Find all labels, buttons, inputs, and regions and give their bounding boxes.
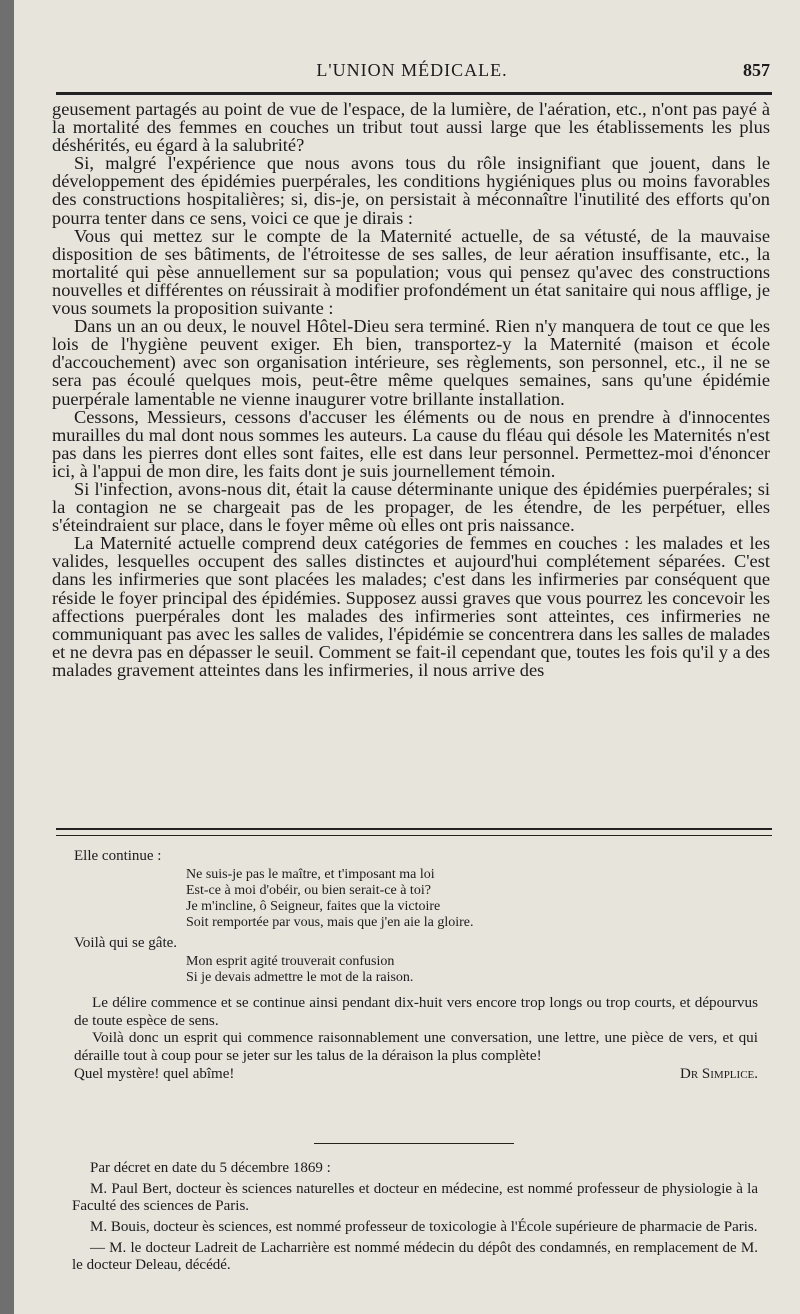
- paragraph: Si, malgré l'expérience que nous avons tous du rôle insignifiant que jouent, dans le développement des épidémies puerpérales, les conditions hygiéniques plus ou moins favorables des constructions hospitalières; si, dis-je, on persistait à méconnaître l'inutilité des efforts qu'on pourra tenter dans ce sens, voici ce que je dirais :: [52, 153, 770, 228]
- paragraph: Dans un an ou deux, le nouvel Hôtel-Dieu sera terminé. Rien n'y manquera de tout ce que les lois de l'hygiène peuvent exiger. Eh bien, transportez-y la Maternité (maison et école d'accouchement) avec son organisation intérieure, ses règlements, son personnel, etc., il ne se sera pas écoulé quelques mois, peut-être même quelques semaines, sans qu'une épidémie puerpérale lamentable ne vienne inaugurer votre brillante installation.: [52, 316, 770, 409]
- paragraph: Vous qui mettez sur le compte de la Maternité actuelle, de sa vétusté, de la mauvaise disposition de ses bâtiments, de l'étroitesse de ses salles, de leur aération insuffisante, etc., la mortalité qui pèse annuellement sur sa population; vous qui pensez qu'avec des constructions nouvelles et différentes on réussirait à modifier profondément un état sanitaire qui nous afflige, je vous soumets la proposition suivante :: [52, 225, 770, 319]
- paragraph: Le délire commence et se continue ainsi pendant dix-huit vers encore trop longs ou trop courts, et dépourvus de toute espèce de sens.: [74, 994, 758, 1029]
- closing-question: Quel mystère! quel abîme!: [74, 1066, 235, 1082]
- header-rule: [56, 92, 772, 95]
- feuilleton-transition: Voilà qui se gâte.: [74, 935, 178, 951]
- verse-line: Je m'incline, ô Seigneur, faites que la victoire: [186, 899, 441, 914]
- page-header: [54, 60, 770, 84]
- main-article: [52, 100, 770, 679]
- news-item: Par décret en date du 5 décembre 1869 :: [90, 1160, 331, 1176]
- verse-line: Ne suis-je pas le maître, et t'imposant ma loi: [186, 867, 435, 882]
- feuilleton-intro: Elle continue :: [74, 848, 162, 864]
- author-signature: Dr Simplice.: [679, 1066, 758, 1082]
- paragraph: La Maternité actuelle comprend deux catégories de femmes en couches : les malades et les valides, lesquelles occupent des salles distinctes et aujourd'hui complétement séparées. C'est dans les infirmeries que sont placées les malades; c'est dans les infirmeries par conséquent que réside le foyer principal des épidémies. Supposez aussi graves que vous pourrez les concevoir les affections puerpérales dont les malades des infirmeries sont atteintes, ces infirmeries ne communiquant pas avec les salles de valides, l'épidémie se concentrera dans les salles de malades et ne devra pas en dépasser le seuil. Comment se fait-il cependant que, toutes les fois qu'il y a des malades gravement atteintes dans les infirmeries, il nous arrive des: [52, 533, 770, 680]
- verse-block: [186, 867, 758, 931]
- journal-title: L'UNION MÉDICALE.: [316, 60, 508, 80]
- feuilleton-prose: [74, 994, 758, 1064]
- news-separator: [314, 1143, 514, 1144]
- page-number: 857: [743, 60, 770, 80]
- paragraph: geusement partagés au point de vue de l'espace, de la lumière, de l'aération, etc., n'ont pas payé à la mortalité des femmes en couches un tribut tout aussi large que les établissements les plus déshérités, eu égard à la salubrité?: [52, 99, 770, 156]
- paragraph: Si l'infection, avons-nous dit, était la cause déterminante unique des épidémies puerpérales; si la contagion ne se chargeait pas de les propager, de les étendre, de les perpétuer, elles s'éteindraient sur place, dans le foyer même où elles ont pris naissance.: [52, 478, 770, 536]
- news-section: [72, 1160, 758, 1278]
- verse-block: [186, 954, 758, 986]
- news-item: M. Bouis, docteur ès sciences, est nommé professeur de toxicologie à l'École supérieure de pharmacie de Paris.: [90, 1219, 758, 1235]
- news-item: M. Paul Bert, docteur ès sciences naturelles et docteur en médecine, est nommé professeur de physiologie à la Faculté des sciences de Paris.: [72, 1181, 758, 1214]
- journal-page: [14, 0, 800, 1314]
- verse-line: Est-ce à moi d'obéir, ou bien serait-ce à toi?: [186, 883, 431, 898]
- paragraph: Cessons, Messieurs, cessons d'accuser les éléments ou de nous en prendre à d'innocentes murailles du mal dont nous sommes les auteurs. La cause du fléau qui désole les Maternités n'est pas dans les pierres dont elles sont faites, elle est dans leur personnel. Permettez-moi d'énoncer ici, à l'appui de mon dire, les faits dont je suis journellement témoin.: [52, 406, 770, 481]
- paragraph: Voilà donc un esprit qui commence raisonnablement une conversation, une lettre, une pièce de vers, et qui déraille tout à coup pour se jeter sur les talus de la déraison la plus complète!: [74, 1029, 758, 1064]
- feuilleton-section: [74, 848, 758, 1084]
- feuilleton-closing: [74, 1066, 758, 1084]
- feuilleton-separator: [56, 828, 772, 836]
- verse-line: Soit remportée par vous, mais que j'en aie la gloire.: [186, 915, 474, 930]
- news-item: — M. le docteur Ladreit de Lacharrière est nommé médecin du dépôt des condamnés, en remplacement de M. le docteur Deleau, décédé.: [72, 1240, 758, 1273]
- verse-line: Si je devais admettre le mot de la raison.: [186, 970, 414, 985]
- verse-line: Mon esprit agité trouverait confusion: [186, 954, 395, 969]
